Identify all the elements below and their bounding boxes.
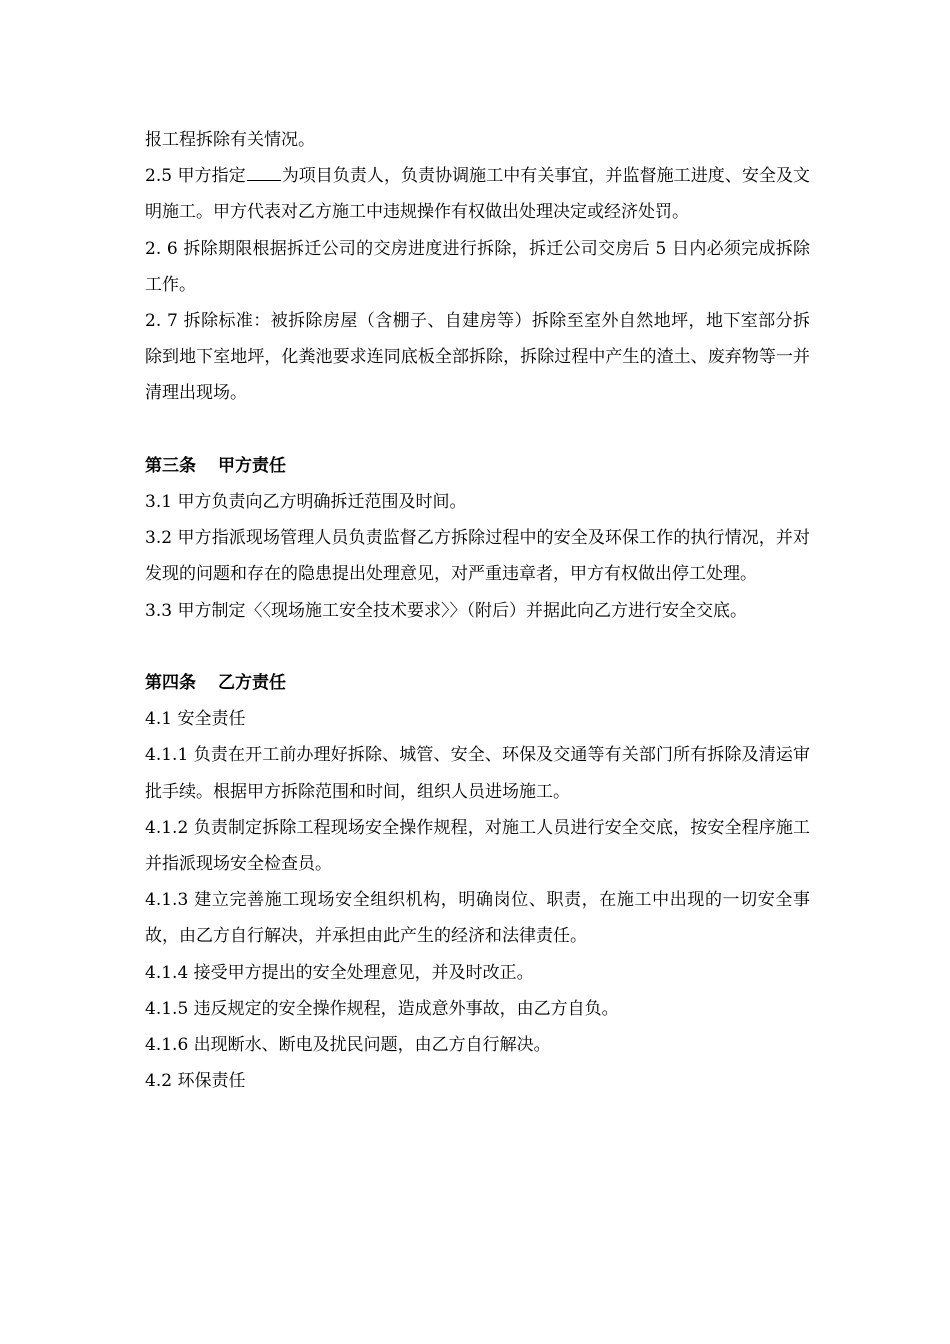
paragraph-3-3: 3.3 甲方制定〈〈现场施工安全技术要求〉〉（附后）并据此向乙方进行安全交底。 xyxy=(145,600,747,621)
paragraph-4-1-5: 4.1.5 违反规定的安全操作规程，造成意外事故，由乙方自负。 xyxy=(145,998,619,1019)
paragraph-3-2: 3.2 甲方指派现场管理人员负责监督乙方拆除过程中的安全及环保工作的执行情况，并对发现的问题和存在的隐患提出处理意见，对严重违章者，甲方有权做出停工处理。 xyxy=(145,528,810,585)
paragraph-2-7: 2. 7 拆除标准：被拆除房屋（含棚子、自建房等）拆除至室外自然地坪，地下室部分拆除到地下室地坪，化粪池要求连同底板全部拆除，拆除过程中产生的渣土、废弃物等一并清理出现场。 xyxy=(145,311,810,404)
paragraph-4-1-4: 4.1.4 接受甲方提出的安全处理意见，并及时改正。 xyxy=(145,962,534,983)
paragraph-continuation: 报工程拆除有关情况。 xyxy=(145,130,315,150)
blank-line xyxy=(145,629,810,665)
paragraph-4-1-1: 4.1.1 负责在开工前办理好拆除、城管、安全、环保及交通等有关部门所有拆除及清运审批手续。根据甲方拆除范围和时间，组织人员进场施工。 xyxy=(145,745,810,802)
article-3-number: 第三条 xyxy=(145,455,196,476)
paragraph-2-6: 2. 6 拆除期限根据拆迁公司的交房进度进行拆除，拆迁公司交房后 5 日内必须完成拆除工作。 xyxy=(145,238,810,295)
paragraph-4-2: 4.2 环保责任 xyxy=(145,1071,246,1092)
article-4-heading xyxy=(145,665,810,701)
article-3-heading xyxy=(145,448,810,484)
paragraph-2-5-body: 为项目负责人，负责协调施工中有关事宜，并监督施工进度、安全及文明施工。甲方代表对乙方施工中违规操作有权做出处理决定或经济处罚。 xyxy=(145,166,810,223)
paragraph-4-1-3: 4.1.3 建立完善施工现场安全组织机构，明确岗位、职责，在施工中出现的一切安全事故，由乙方自行解决，并承担由此产生的经济和法律责任。 xyxy=(145,890,810,947)
blank-underline xyxy=(247,166,281,181)
article-3-title: 甲方责任 xyxy=(218,455,286,476)
paragraph-4-1-6: 4.1.6 出现断水、断电及扰民问题，由乙方自行解决。 xyxy=(145,1035,551,1056)
document-page xyxy=(145,122,810,1099)
paragraph-4-1: 4.1 安全责任 xyxy=(145,709,246,730)
paragraph-2-5 xyxy=(145,158,810,230)
article-4-title: 乙方责任 xyxy=(218,673,286,694)
blank-line xyxy=(145,412,810,448)
paragraph-2-5-lead: 2.5 甲方指定 xyxy=(145,166,246,187)
paragraph-3-1: 3.1 甲方负责向乙方明确拆迁范围及时间。 xyxy=(145,492,467,513)
article-4-number: 第四条 xyxy=(145,673,196,694)
paragraph-4-1-2: 4.1.2 负责制定拆除工程现场安全操作规程，对施工人员进行安全交底，按安全程序施工并指派现场安全检查员。 xyxy=(145,817,810,875)
